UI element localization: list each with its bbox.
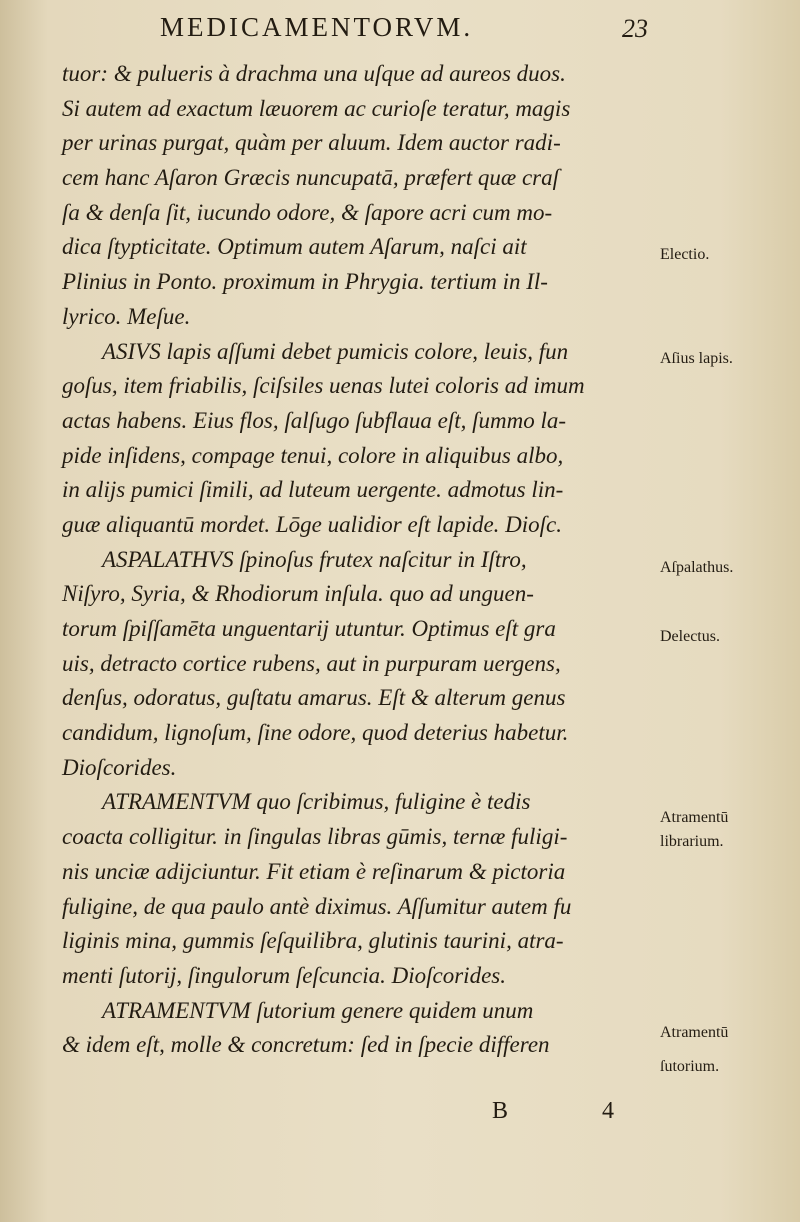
text-line: uis, detracto cortice rubens, aut in purpuram uergens, [62, 650, 561, 676]
margin-note-asius: Aſius lapis. [660, 350, 733, 367]
text-line: & idem eſt, molle & concretum: ſed in ſpecie differen [62, 1032, 550, 1058]
text-line: menti ſutorij, ſingulorum ſeſcuncia. Dioſcorides. [62, 962, 506, 988]
signature-mark: B 4 [492, 1098, 659, 1124]
text-line: nis unciæ adijciuntur. Fit etiam è reſinarum & pictoria [62, 858, 566, 884]
margin-note-atramentum-2: Atramentū [660, 1024, 729, 1041]
text-line: goſus, item friabilis, ſciſsiles uenas lutei coloris ad imum [62, 373, 585, 399]
text-line: denſus, odoratus, guſtatu amarus. Eſt & alterum genus [62, 685, 566, 711]
text-line: tuor: & pulueris à drachma una uſque ad aureos duos. [62, 61, 566, 86]
text-line: ſa & denſa ſit, iucundo odore, & ſapore acri cum mo- [62, 199, 553, 225]
text-line: guæ aliquantū mordet. Lōge ualidior eſt lapide. Dioſc. [62, 511, 563, 537]
margin-note-sutorium: ſutorium. [660, 1058, 720, 1075]
text-line: fuligine, de qua paulo antè diximus. Aſſumitur autem fu [62, 893, 572, 919]
body-text [62, 57, 662, 1063]
page-number: 23 [622, 14, 648, 43]
entry-aspalathus: ASPALATHVS ſpinoſus frutex naſcitur in Iſtro, [102, 546, 527, 572]
running-title: MEDICAMENTORVM. [160, 12, 474, 42]
margin-note-aspalathus: Aſpalathus. [660, 559, 734, 576]
page-header [0, 8, 800, 50]
text-line: lyrico. Meſue. [62, 303, 191, 329]
entry-atramentum-librarium: ATRAMENTVM quo ſcribimus, fuligine è tedis [102, 789, 531, 815]
margin-note-delectus: Delectus. [660, 628, 720, 645]
entry-atramentum-sutorium: ATRAMENTVM ſutorium genere quidem unum [102, 997, 534, 1023]
text-line: in alijs pumici ſimili, ad luteum uergente. admotus lin- [62, 477, 564, 503]
text-line: coacta colligitur. in ſingulas libras gūmis, ternæ fuligi- [62, 824, 568, 850]
margin-note-electio: Electio. [660, 246, 710, 263]
text-line: candidum, lignoſum, ſine odore, quod deterius habetur. [62, 720, 569, 746]
text-line: Dioſcorides. [62, 754, 177, 780]
text-line: actas habens. Eius flos, ſalſugo ſubflaua eſt, ſummo la- [62, 407, 567, 433]
text-line: pide inſidens, compage tenui, colore in aliquibus albo, [62, 442, 564, 468]
entry-asius: ASIVS lapis aſſumi debet pumicis colore, leuis, fun [102, 338, 569, 364]
text-line: Si autem ad exactum læuorem ac curioſe teratur, magis [62, 95, 571, 121]
text-line: liginis mina, gummis ſeſquilibra, glutinis taurini, atra- [62, 928, 564, 954]
text-line: torum ſpiſſamēta unguentarij utuntur. Optimus eſt gra [62, 616, 556, 641]
text-line: per urinas purgat, quàm per aluum. Idem auctor radi- [62, 130, 561, 156]
text-line: cem hanc Aſaron Græcis nuncupatā, præfert quæ craſ [62, 165, 560, 191]
text-line: Niſyro, Syria, & Rhodiorum inſula. quo ad unguen- [62, 581, 534, 607]
text-line: dica ſtypticitate. Optimum autem Aſarum, naſci ait [62, 234, 527, 260]
margin-note-atramentum-1: Atramentū [660, 809, 729, 826]
text-line: Plinius in Ponto. proximum in Phrygia. tertium in Il- [62, 269, 548, 295]
margin-note-librarium: librarium. [660, 833, 724, 850]
